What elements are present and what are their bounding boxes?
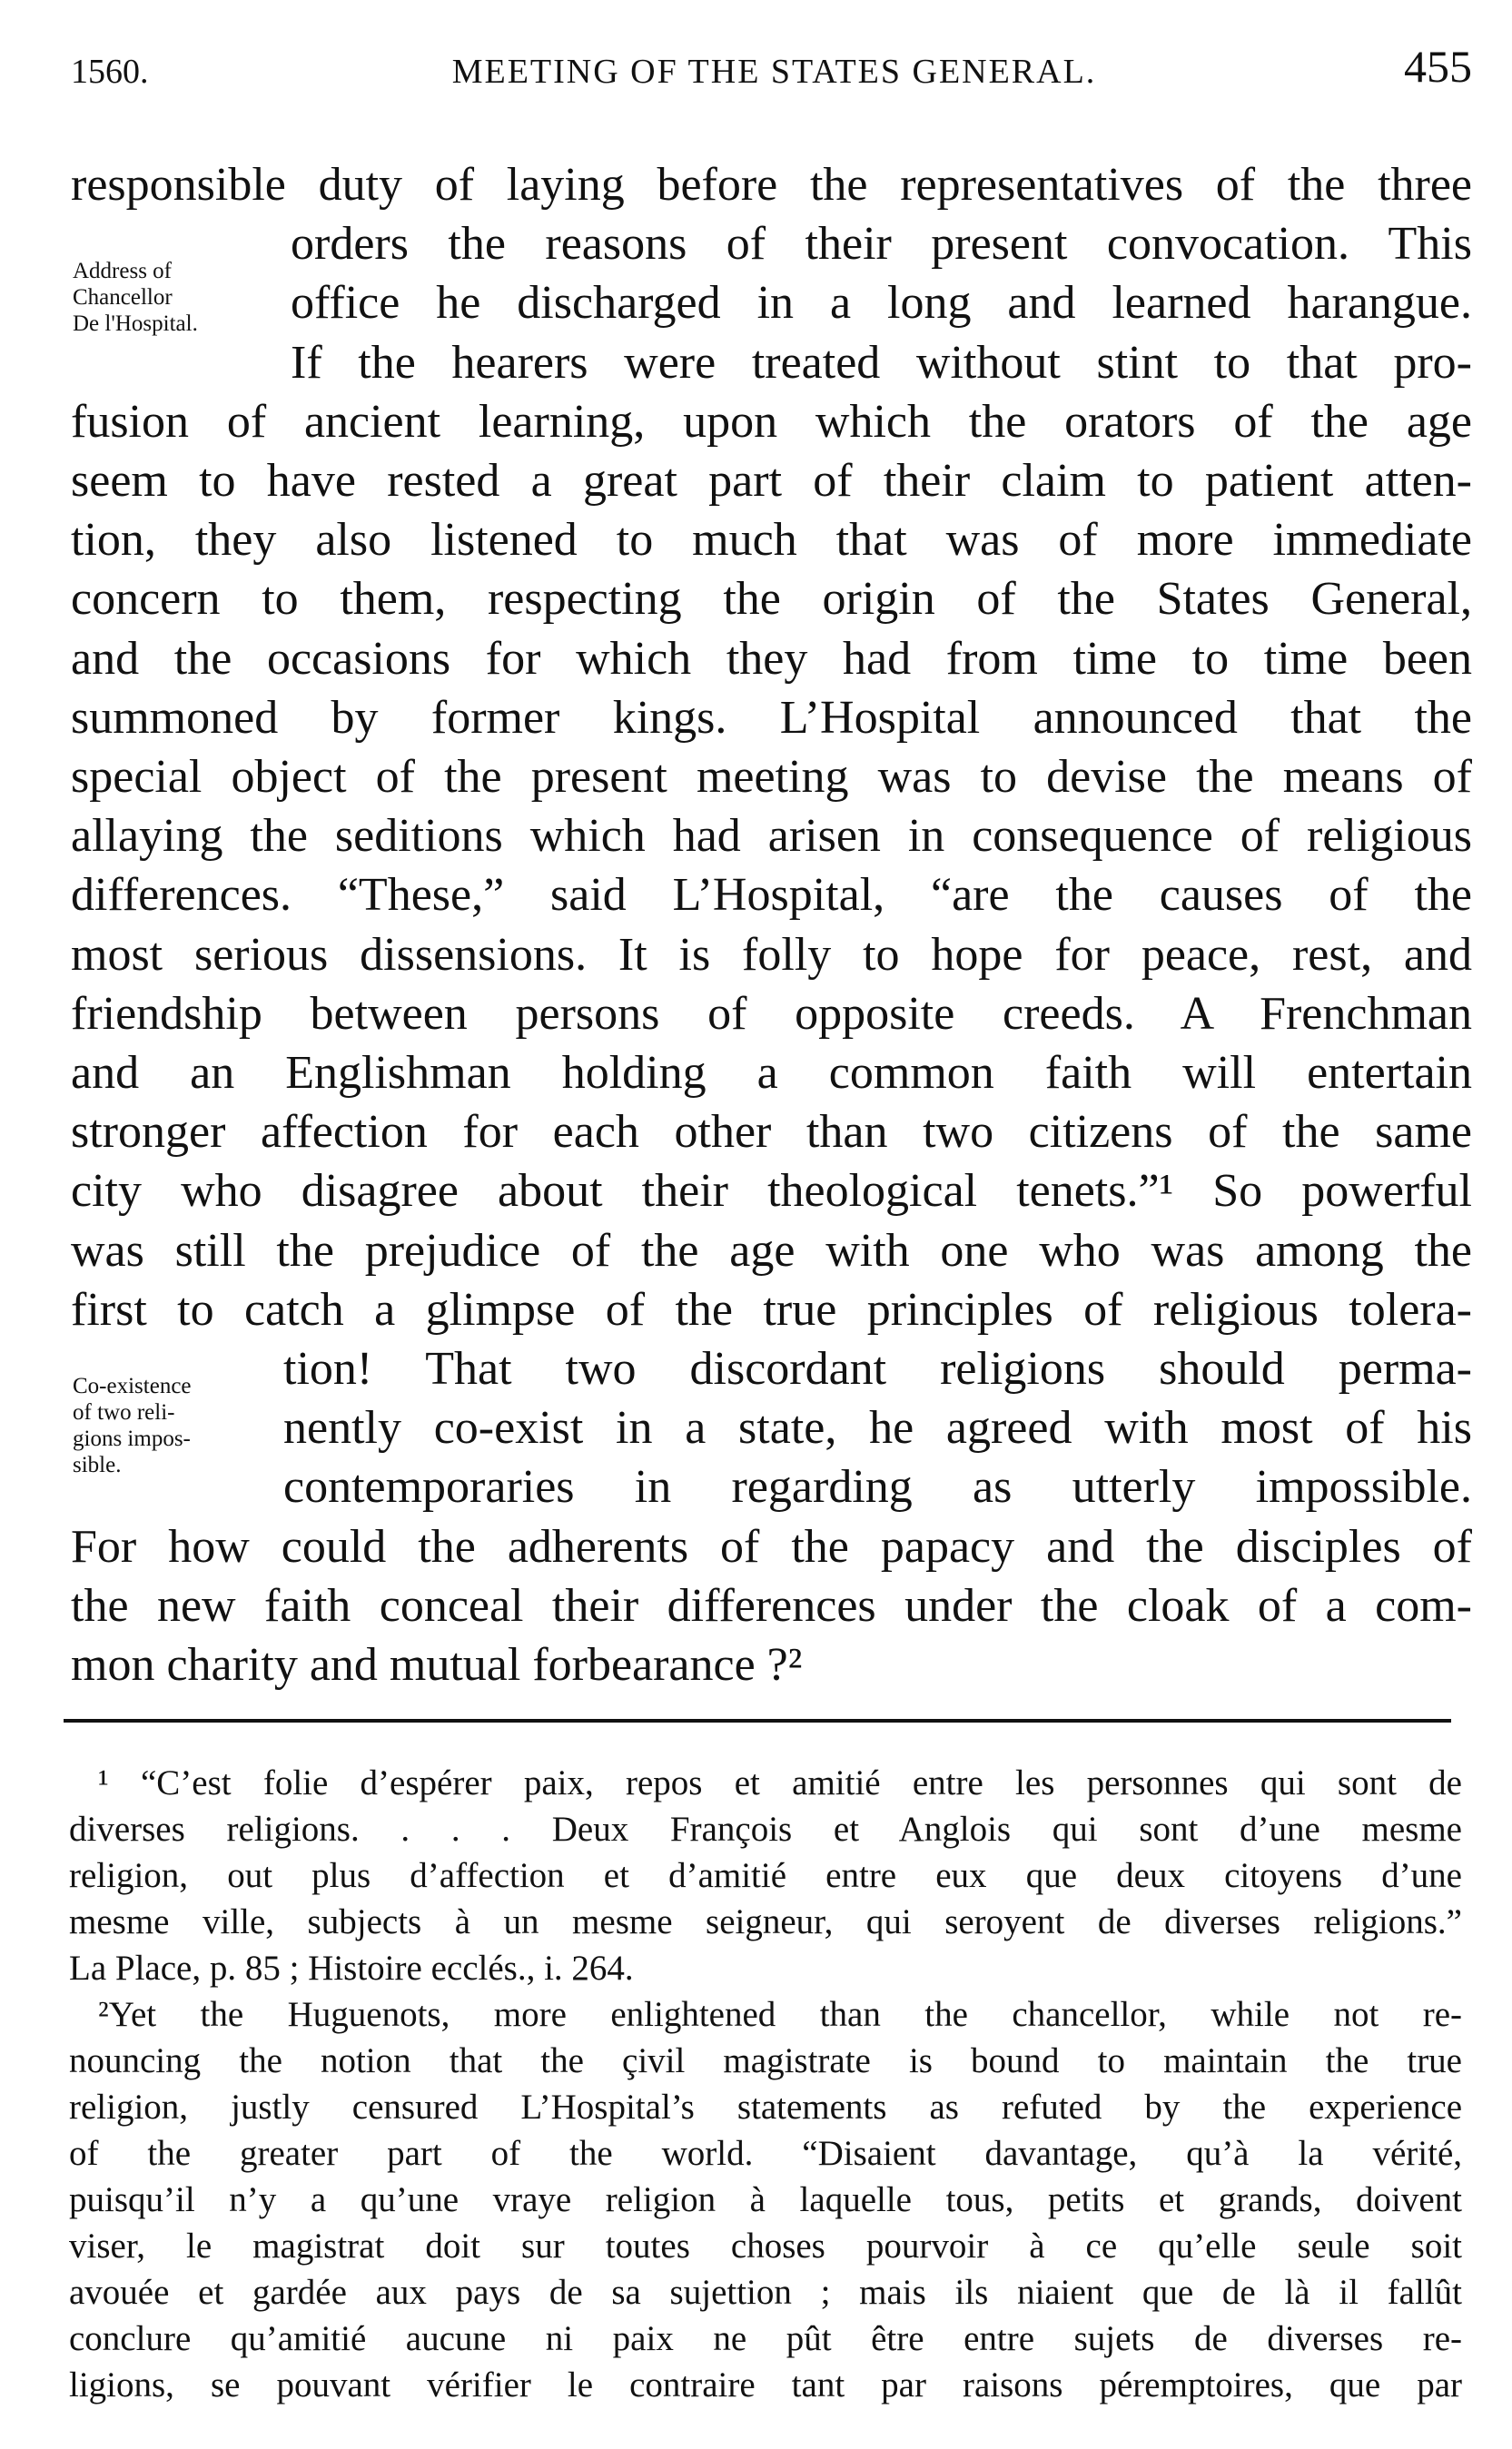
body-line: mon charity and mutual forbearance ?² xyxy=(71,1639,803,1691)
body-line: allaying the seditions which had arisen in consequence of religious xyxy=(71,810,1472,862)
body-line: office he discharged in a long and learned harangue. xyxy=(291,277,1472,329)
body-line: city who disagree about their theological tenets.”¹ So powerful xyxy=(71,1165,1472,1217)
margin-note-line: gions impos- xyxy=(73,1427,191,1451)
footnote-line: mesme ville, subjects à un mesme seigneur, qui seroyent de diverses religions.” xyxy=(69,1902,1462,1941)
footnote-line: diverses religions. . . . Deux François et Anglois qui sont d’une mesme xyxy=(69,1810,1462,1849)
body-line: was still the prejudice of the age with one who was among the xyxy=(71,1225,1472,1277)
footnote-line: avouée et gardée aux pays de sa sujettion ; mais ils niaient que de là il fallût xyxy=(69,2273,1462,2312)
footnote-line: religion, out plus d’affection et d’amitié entre eux que deux citoyens d’une xyxy=(69,1856,1462,1895)
margin-note-line: Chancellor xyxy=(73,285,173,310)
body-line: the new faith conceal their differences under the cloak of a com- xyxy=(71,1580,1472,1632)
margin-note-line: of two reli- xyxy=(73,1400,175,1425)
margin-note-line: sible. xyxy=(73,1453,122,1477)
body-line: tion! That two discordant religions should perma- xyxy=(283,1343,1472,1395)
header-title: MEETING OF THE STATES GENERAL. xyxy=(451,53,1097,91)
body-line: contemporaries in regarding as utterly impossible. xyxy=(283,1461,1472,1513)
body-line: first to catch a glimpse of the true principles of religious tolera- xyxy=(71,1284,1472,1336)
margin-note-line: De l'Hospital. xyxy=(73,311,198,336)
body-line: concern to them, respecting the origin of the States General, xyxy=(71,573,1472,625)
body-line: fusion of ancient learning, upon which the orators of the age xyxy=(71,396,1472,448)
footnote-line: ²Yet the Huguenots, more enlightened than the chancellor, while not re- xyxy=(98,1995,1462,2034)
footnote-line: ligions, se pouvant vérifier le contraire tant par raisons péremptoires, que par xyxy=(69,2365,1462,2405)
page-number: 455 xyxy=(1404,41,1472,92)
body-line: and an Englishman holding a common faith will entertain xyxy=(71,1047,1472,1099)
body-line: If the hearers were treated without stint to that pro- xyxy=(291,337,1472,389)
footnote-line: puisqu’il n’y a qu’une vraye religion à laquelle tous, petits et grands, doivent xyxy=(69,2180,1462,2219)
body-line: tion, they also listened to much that was of more immediate xyxy=(71,514,1472,566)
body-line: orders the reasons of their present convocation. This xyxy=(291,218,1472,270)
body-line: stronger affection for each other than two citizens of the same xyxy=(71,1106,1472,1158)
footnote-line: religion, justly censured L’Hospital’s statements as refuted by the experience xyxy=(69,2088,1462,2127)
body-line: differences. “These,” said L’Hospital, “are the causes of the xyxy=(71,869,1472,921)
footnote-line: nouncing the notion that the çivil magistrate is bound to maintain the true xyxy=(69,2041,1462,2080)
margin-note-line: Co-existence xyxy=(73,1374,192,1398)
body-line: responsible duty of laying before the representatives of the three xyxy=(71,159,1472,211)
body-line: most serious dissensions. It is folly to hope for peace, rest, and xyxy=(71,929,1472,981)
body-line: nently co-exist in a state, he agreed with most of his xyxy=(283,1402,1472,1454)
footnote-line: viser, le magistrat doit sur toutes choses pourvoir à ce qu’elle seule soit xyxy=(69,2227,1462,2266)
footnote-line: ¹ “C’est folie d’espérer paix, repos et amitié entre les personnes qui sont de xyxy=(98,1763,1462,1802)
footnote-line: conclure qu’amitié aucune ni paix ne pût être entre sujets de diverses re- xyxy=(69,2319,1462,2358)
header-year: 1560. xyxy=(71,53,149,91)
footnote-line: La Place, p. 85 ; Histoire ecclés., i. 264. xyxy=(69,1949,634,1988)
footnote-line: of the greater part of the world. “Disaient davantage, qu’à la vérité, xyxy=(69,2134,1462,2173)
body-line: seem to have rested a great part of their claim to patient atten- xyxy=(71,455,1472,507)
body-line: and the occasions for which they had from time to time been xyxy=(71,633,1472,685)
margin-note-line: Address of xyxy=(73,259,173,283)
body-line: For how could the adherents of the papacy and the disciples of xyxy=(71,1521,1472,1573)
footnote-rule xyxy=(64,1719,1451,1723)
body-line: special object of the present meeting was to devise the means of xyxy=(71,751,1472,803)
body-line: summoned by former kings. L’Hospital announced that the xyxy=(71,692,1472,744)
body-line: friendship between persons of opposite creeds. A Frenchman xyxy=(71,988,1472,1040)
